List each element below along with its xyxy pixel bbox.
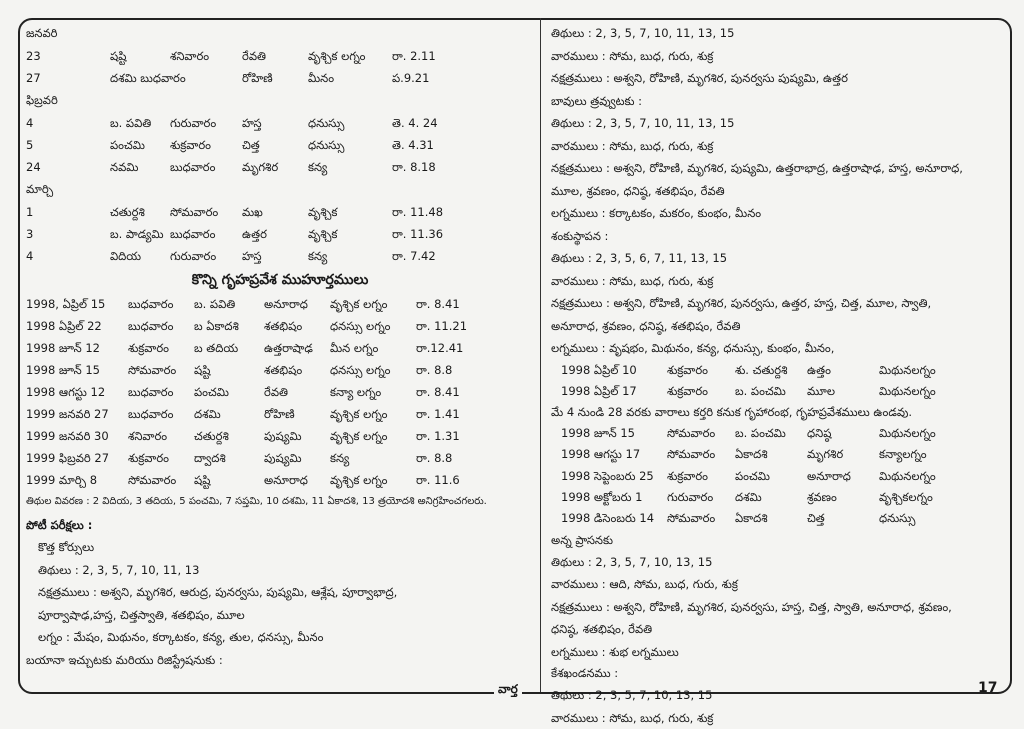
muhurtham-row bbox=[26, 403, 534, 425]
cell-weekday: శనివారం bbox=[170, 49, 210, 63]
cell-lagna: మిథునలగ్నం bbox=[879, 362, 936, 377]
cell-tithi: పంచమి bbox=[735, 468, 770, 483]
date-row bbox=[551, 381, 1003, 402]
cell-time: తె. 4.31 bbox=[392, 138, 434, 152]
cell-weekday: శుక్రవారం bbox=[667, 468, 709, 483]
cell-star: ధనిష్ఠ bbox=[807, 426, 832, 441]
cell-lagna: కన్యాలగ్నం bbox=[879, 447, 927, 462]
info-line: వారములు : సోమ, బుధ, గురు, శుక్ర bbox=[551, 273, 714, 288]
date-row bbox=[551, 508, 1003, 529]
info-line: తిథులు : 2, 3, 5, 6, 7, 11, 13, 15 bbox=[551, 251, 728, 265]
may-note: మే 4 నుండి 28 వరకు వారాలు కర్తరి కనుక గృహారంభ, గృహప్రవేశములు ఉండవు. bbox=[551, 405, 913, 420]
cell-date: 1998 ఏప్రిల్ 17 bbox=[561, 383, 637, 398]
cell-time: రా. 2.11 bbox=[392, 49, 436, 63]
info-line: తిథులు : 2, 3, 5, 7, 10, 11, 13, 15 bbox=[551, 116, 735, 130]
schedule-row bbox=[26, 112, 534, 134]
info-line: అనూరాధ, శ్రవణం, ధనిష్ఠ, శతభిషం, రేవతి bbox=[551, 318, 741, 333]
wells-heading: బావులు త్రవ్వుటకు : bbox=[551, 93, 642, 108]
exams-line: పూర్వాషాఢ,హస్త, చిత్తస్వాతి, శతభిషం, మూల bbox=[38, 607, 245, 622]
cell-tithi: బ ఏకాదశి bbox=[194, 319, 239, 333]
cell-date: 1998 జూన్ 15 bbox=[561, 426, 635, 441]
cell-star: పుష్యమి bbox=[264, 429, 302, 443]
cell-tithi: దశమి bbox=[194, 407, 221, 421]
cell-lagna: వృశ్చిక లగ్నం bbox=[330, 429, 388, 443]
cell-weekday: బుధవారం bbox=[128, 407, 174, 421]
cell-day: 23 bbox=[26, 49, 41, 63]
cell-star: హస్త bbox=[242, 116, 262, 130]
cell-star: శతభిషం bbox=[264, 319, 303, 333]
exams-heading: పోటీ పరీక్షలు : bbox=[26, 517, 93, 532]
exams-subheading: కొత్త కోర్సులు bbox=[38, 540, 95, 554]
cell-time: రా. 1.41 bbox=[416, 407, 460, 421]
cell-tithi: షష్టి bbox=[194, 473, 211, 487]
muhurtham-row bbox=[26, 469, 534, 491]
cell-star: చిత్త bbox=[242, 138, 260, 152]
cell-lagna: వృశ్చిక లగ్నం bbox=[330, 473, 388, 487]
cell-tithi: బ తదియ bbox=[194, 341, 239, 355]
info-line: ధనిష్ఠ, శతభిషం, రేవతి bbox=[551, 622, 653, 637]
date-row bbox=[551, 360, 1003, 381]
schedule-row bbox=[26, 67, 534, 89]
cell-lagna: మిథునలగ్నం bbox=[879, 383, 936, 398]
cell-weekday: బుధవారం bbox=[128, 297, 174, 311]
cell-time: రా. 8.18 bbox=[392, 160, 436, 174]
cell-star: రోహిణి bbox=[264, 407, 295, 421]
info-line: నక్షత్రములు : అశ్వని, రోహిణి, మృగశిర, పునర్వసు పుష్యమి, ఉత్తర bbox=[551, 71, 848, 85]
cell-lagna: ధనుస్సు bbox=[308, 138, 345, 152]
schedule-row bbox=[26, 223, 534, 245]
cell-star: ఉత్తర bbox=[242, 227, 267, 241]
cell-star: హస్త bbox=[242, 249, 262, 263]
cell-lagna: వృశ్చిక లగ్నం bbox=[330, 407, 388, 421]
cell-time: ప.9.21 bbox=[392, 71, 430, 85]
cell-time: రా. 11.36 bbox=[392, 227, 444, 241]
cell-tithi: ఏకాదశి bbox=[735, 447, 768, 462]
cell-day: 24 bbox=[26, 160, 41, 174]
cell-weekday: శుక్రవారం bbox=[170, 138, 212, 152]
cell-lagna: మీన లగ్నం bbox=[330, 341, 379, 355]
info-line: లగ్నములు : కర్కాటకం, మకరం, కుంభం, మీనం bbox=[551, 206, 762, 220]
cell-star: అనూరాధ bbox=[264, 297, 308, 311]
left-column bbox=[26, 22, 534, 671]
cell-tithi: చతుర్దశి bbox=[194, 429, 229, 443]
muhurtham-row bbox=[26, 359, 534, 381]
muhurtham-row bbox=[26, 381, 534, 403]
info-line: లగ్నములు : వృషభం, మిథునం, కన్య, ధనుస్సు, కుంభం, మీనం, bbox=[551, 341, 835, 355]
annaprashana-heading: అన్న ప్రాసనకు bbox=[551, 532, 613, 547]
exams-line: లగ్నం : మేషం, మిథునం, కర్కాటకం, కన్య, తుల, ధనస్సు, మీనం bbox=[38, 630, 324, 644]
info-line: తిథులు : 2, 3, 5, 7, 10, 11, 13, 15 bbox=[551, 26, 735, 40]
cell-day: 3 bbox=[26, 227, 34, 241]
cell-star: మూల bbox=[807, 383, 836, 398]
cell-lagna: కన్య bbox=[330, 451, 350, 465]
cell-tithi: బ. పవితి bbox=[110, 116, 152, 130]
cell-lagna: ధనుస్సు bbox=[879, 511, 916, 526]
cell-star: మఖ bbox=[242, 205, 263, 219]
bayana-heading: బయానా ఇచ్చుటకు మరియు రిజిస్ట్రేషనుకు : bbox=[26, 652, 223, 667]
cell-lagna: ధనుస్సు bbox=[308, 116, 345, 130]
cell-tithi: షష్టి bbox=[110, 49, 127, 63]
cell-tithi: బ. పంచమి bbox=[735, 383, 786, 398]
cell-weekday: గురువారం bbox=[170, 116, 217, 130]
cell-tithi: బ. పవితి bbox=[194, 297, 236, 311]
cell-time: రా. 11.21 bbox=[416, 319, 468, 333]
cell-day: 4 bbox=[26, 116, 34, 130]
muhurtham-row bbox=[26, 315, 534, 337]
cell-time: రా. 8.41 bbox=[416, 385, 460, 399]
cell-lagna: మీనం bbox=[308, 71, 335, 85]
cell-time: రా.12.41 bbox=[416, 341, 464, 355]
cell-star: మృగశిర bbox=[242, 160, 279, 174]
exams-line: తిథులు : 2, 3, 5, 7, 10, 11, 13 bbox=[38, 562, 200, 577]
cell-tithi: పంచమి bbox=[110, 138, 145, 152]
cell-lagna: వృశ్చిక bbox=[308, 205, 338, 219]
cell-star: చిత్త bbox=[807, 511, 825, 526]
cell-tithi: పంచమి bbox=[194, 385, 229, 399]
cell-time: రా. 7.42 bbox=[392, 249, 436, 263]
cell-star: ఉత్తం bbox=[807, 362, 831, 377]
cell-tithi: షష్టి bbox=[194, 363, 211, 377]
cell-weekday: శుక్రవారం bbox=[667, 362, 709, 377]
cell-weekday: సోమవారం bbox=[667, 426, 716, 441]
cell-tithi: నవమి bbox=[110, 160, 139, 174]
cell-time: రా. 11.48 bbox=[392, 205, 444, 219]
cell-weekday: శుక్రవారం bbox=[667, 383, 709, 398]
cell-weekday: గురువారం bbox=[170, 249, 217, 263]
info-line: నక్షత్రములు : అశ్వని, రోహిణి, మృగశిర, పుష్యమి, ఉత్తరాభాద్ర, ఉత్తరాషాఢ, హస్త, అనూరాధ, bbox=[551, 161, 963, 175]
info-line: వారములు : ఆది, సోమ, బుధ, గురు, శుక్ర bbox=[551, 577, 738, 592]
info-line: వారములు : సోమ, బుధ, గురు, శుక్ర bbox=[551, 710, 714, 725]
info-line: తిథులు : 2, 3, 5, 7, 10, 13, 15 bbox=[551, 688, 713, 703]
info-line: వారములు : సోమ, బుధ, గురు, శుక్ర bbox=[551, 138, 714, 153]
cell-tithi: విదియ bbox=[110, 249, 142, 263]
cell-date: 1998 ఏప్రిల్ 22 bbox=[26, 319, 102, 333]
cell-lagna: ధనస్సు లగ్నం bbox=[330, 319, 391, 333]
cell-star: రోహిణి bbox=[242, 71, 273, 85]
cell-date: 1998 డిసెంబరు 14 bbox=[561, 511, 655, 526]
tithi-note: తిథుల వివరణ : 2 విదియ, 3 తదియ, 5 పంచమి, 7 సప్తమి, 10 దశమి, 11 ఏకాదశి, 13 త్రయోదశి అనిగ్రహించగలరు. bbox=[26, 496, 487, 507]
muhurtham-row bbox=[26, 447, 534, 469]
muhurtham-row bbox=[26, 293, 534, 315]
info-line: మూల, శ్రవణం, ధనిష్ఠ, శతభిషం, రేవతి bbox=[551, 183, 725, 198]
cell-lagna: ధనస్సు లగ్నం bbox=[330, 363, 391, 377]
month-label: మార్చి bbox=[26, 182, 54, 196]
schedule-row bbox=[26, 45, 534, 67]
cell-date: 1999 జనవరి 30 bbox=[26, 429, 109, 443]
cell-time: రా. 1.31 bbox=[416, 429, 460, 443]
cell-date: 1998 ఆగస్టు 17 bbox=[561, 447, 641, 462]
cell-lagna: కన్య bbox=[308, 249, 328, 263]
cell-lagna: వృశ్చిక లగ్నం bbox=[330, 297, 388, 311]
cell-star: ఉత్తరాషాఢ bbox=[264, 341, 313, 355]
date-row bbox=[551, 466, 1003, 487]
cell-weekday: శనివారం bbox=[128, 429, 168, 443]
cell-star: పుష్యమి bbox=[264, 451, 302, 465]
cell-star: రేవతి bbox=[264, 385, 288, 399]
info-line: నక్షత్రములు : అశ్వని, రోహిణి, మృగశిర, పునర్వసు, ఉత్తర, హస్త, చిత్త, మూల, స్వాతి, bbox=[551, 296, 932, 310]
cell-lagna: వృశ్చిక bbox=[308, 227, 338, 241]
cell-weekday: గురువారం bbox=[667, 489, 714, 504]
cell-star: అనూరాధ bbox=[807, 468, 851, 483]
cell-weekday: సోమవారం bbox=[667, 511, 716, 526]
cell-date: 1998 జూన్ 12 bbox=[26, 341, 100, 355]
cell-lagna: వృశ్చిక లగ్నం bbox=[308, 49, 366, 63]
cell-date: 1998 సెప్టెంబరు 25 bbox=[561, 468, 654, 483]
column-divider bbox=[540, 18, 541, 692]
cell-weekday: బుధవారం bbox=[128, 319, 174, 333]
cell-star: అనూరాధ bbox=[264, 473, 308, 487]
cell-lagna: వృశ్చికలగ్నం bbox=[879, 489, 933, 504]
date-row bbox=[551, 423, 1003, 444]
cell-tithi: శు. చతుర్దశి bbox=[735, 362, 788, 377]
muhurtham-row bbox=[26, 337, 534, 359]
foundation-heading: శంకుస్థాపన : bbox=[551, 228, 609, 243]
cell-time: రా. 8.41 bbox=[416, 297, 460, 311]
cell-day: 27 bbox=[26, 71, 41, 85]
cell-weekday: శుక్రవారం bbox=[128, 451, 170, 465]
cell-lagna: కన్య bbox=[308, 160, 328, 174]
cell-date: 1999 ఫిబ్రవరి 27 bbox=[26, 451, 110, 465]
cell-star: మృగశిర bbox=[807, 447, 844, 462]
cell-time: రా. 8.8 bbox=[416, 363, 453, 377]
cell-time: తె. 4. 24 bbox=[392, 116, 438, 130]
cell-weekday: సోమవారం bbox=[667, 447, 716, 462]
month-label: జనవరి bbox=[26, 26, 58, 40]
right-column bbox=[551, 22, 1003, 729]
cell-time: రా. 11.6 bbox=[416, 473, 460, 487]
info-line: నక్షత్రములు : అశ్వని, రోహిణి, మృగశిర, పునర్వసు, హస్త, చిత్త, స్వాతి, అనూరాధ, శ్రవణం, bbox=[551, 599, 952, 614]
cell-tithi: బ. పంచమి bbox=[735, 426, 786, 441]
info-line: తిథులు : 2, 3, 5, 7, 10, 13, 15 bbox=[551, 554, 713, 569]
keshakhandana-heading: కేశఖండనము : bbox=[551, 666, 619, 681]
cell-date: 1998 జూన్ 15 bbox=[26, 363, 100, 377]
cell-date: 1999 మార్చి 8 bbox=[26, 473, 98, 487]
section-title: కొన్ని గృహప్రవేశ ముహూర్తములు bbox=[191, 272, 369, 288]
cell-weekday: బుధవారం bbox=[170, 160, 216, 174]
cell-tithi: ద్వాదశి bbox=[194, 451, 226, 465]
date-row bbox=[551, 487, 1003, 508]
cell-date: 1998 అక్టోబరు 1 bbox=[561, 489, 643, 504]
info-line: లగ్నములు : శుభ లగ్నములు bbox=[551, 644, 679, 659]
page-number: 17 bbox=[978, 680, 998, 696]
cell-lagna: మిథునలగ్నం bbox=[879, 426, 936, 441]
schedule-row bbox=[26, 201, 534, 223]
schedule-row bbox=[26, 134, 534, 156]
cell-lagna: మిథునలగ్నం bbox=[879, 468, 936, 483]
cell-star: శతభిషం bbox=[264, 363, 303, 377]
cell-day: 1 bbox=[26, 205, 34, 219]
cell-time: రా. 8.8 bbox=[416, 451, 453, 465]
date-row bbox=[551, 444, 1003, 465]
cell-weekday: శుక్రవారం bbox=[128, 341, 170, 355]
cell-weekday: సోమవారం bbox=[170, 205, 219, 219]
schedule-row bbox=[26, 156, 534, 178]
cell-lagna: కన్యా లగ్నం bbox=[330, 385, 382, 399]
cell-weekday: బుధవారం bbox=[170, 227, 216, 241]
month-label: ఫిబ్రవరి bbox=[26, 93, 58, 107]
cell-tithi: బ. పాడ్యమి bbox=[110, 227, 164, 241]
cell-tithi: దశమి బుధవారం bbox=[110, 71, 186, 85]
cell-tithi: దశమి bbox=[735, 489, 762, 504]
cell-weekday: సోమవారం bbox=[128, 363, 177, 377]
cell-date: 1998, ఏప్రిల్ 15 bbox=[26, 297, 106, 311]
cell-weekday: బుధవారం bbox=[128, 385, 174, 399]
exams-line: నక్షత్రములు : అశ్వని, మృగశిర, ఆరుద్ర, పునర్వసు, పుష్యమి, ఆశ్లేష, పూర్వాభాద్ర, bbox=[38, 585, 398, 599]
cell-weekday: సోమవారం bbox=[128, 473, 177, 487]
info-line: వారములు : సోమ, బుధ, గురు, శుక్ర bbox=[551, 48, 714, 63]
cell-star: రేవతి bbox=[242, 49, 266, 63]
cell-day: 4 bbox=[26, 249, 34, 263]
cell-tithi: ఏకాదశి bbox=[735, 511, 768, 526]
cell-date: 1998 ఏప్రిల్ 10 bbox=[561, 362, 637, 377]
cell-day: 5 bbox=[26, 138, 34, 152]
cell-date: 1999 జనవరి 27 bbox=[26, 407, 109, 421]
schedule-row bbox=[26, 245, 534, 267]
cell-tithi: చతుర్దశి bbox=[110, 205, 145, 219]
cell-date: 1998 ఆగస్టు 12 bbox=[26, 385, 106, 399]
muhurtham-row bbox=[26, 425, 534, 447]
cell-star: శ్రవణం bbox=[807, 489, 837, 504]
footer-label: వార్త bbox=[494, 682, 522, 699]
